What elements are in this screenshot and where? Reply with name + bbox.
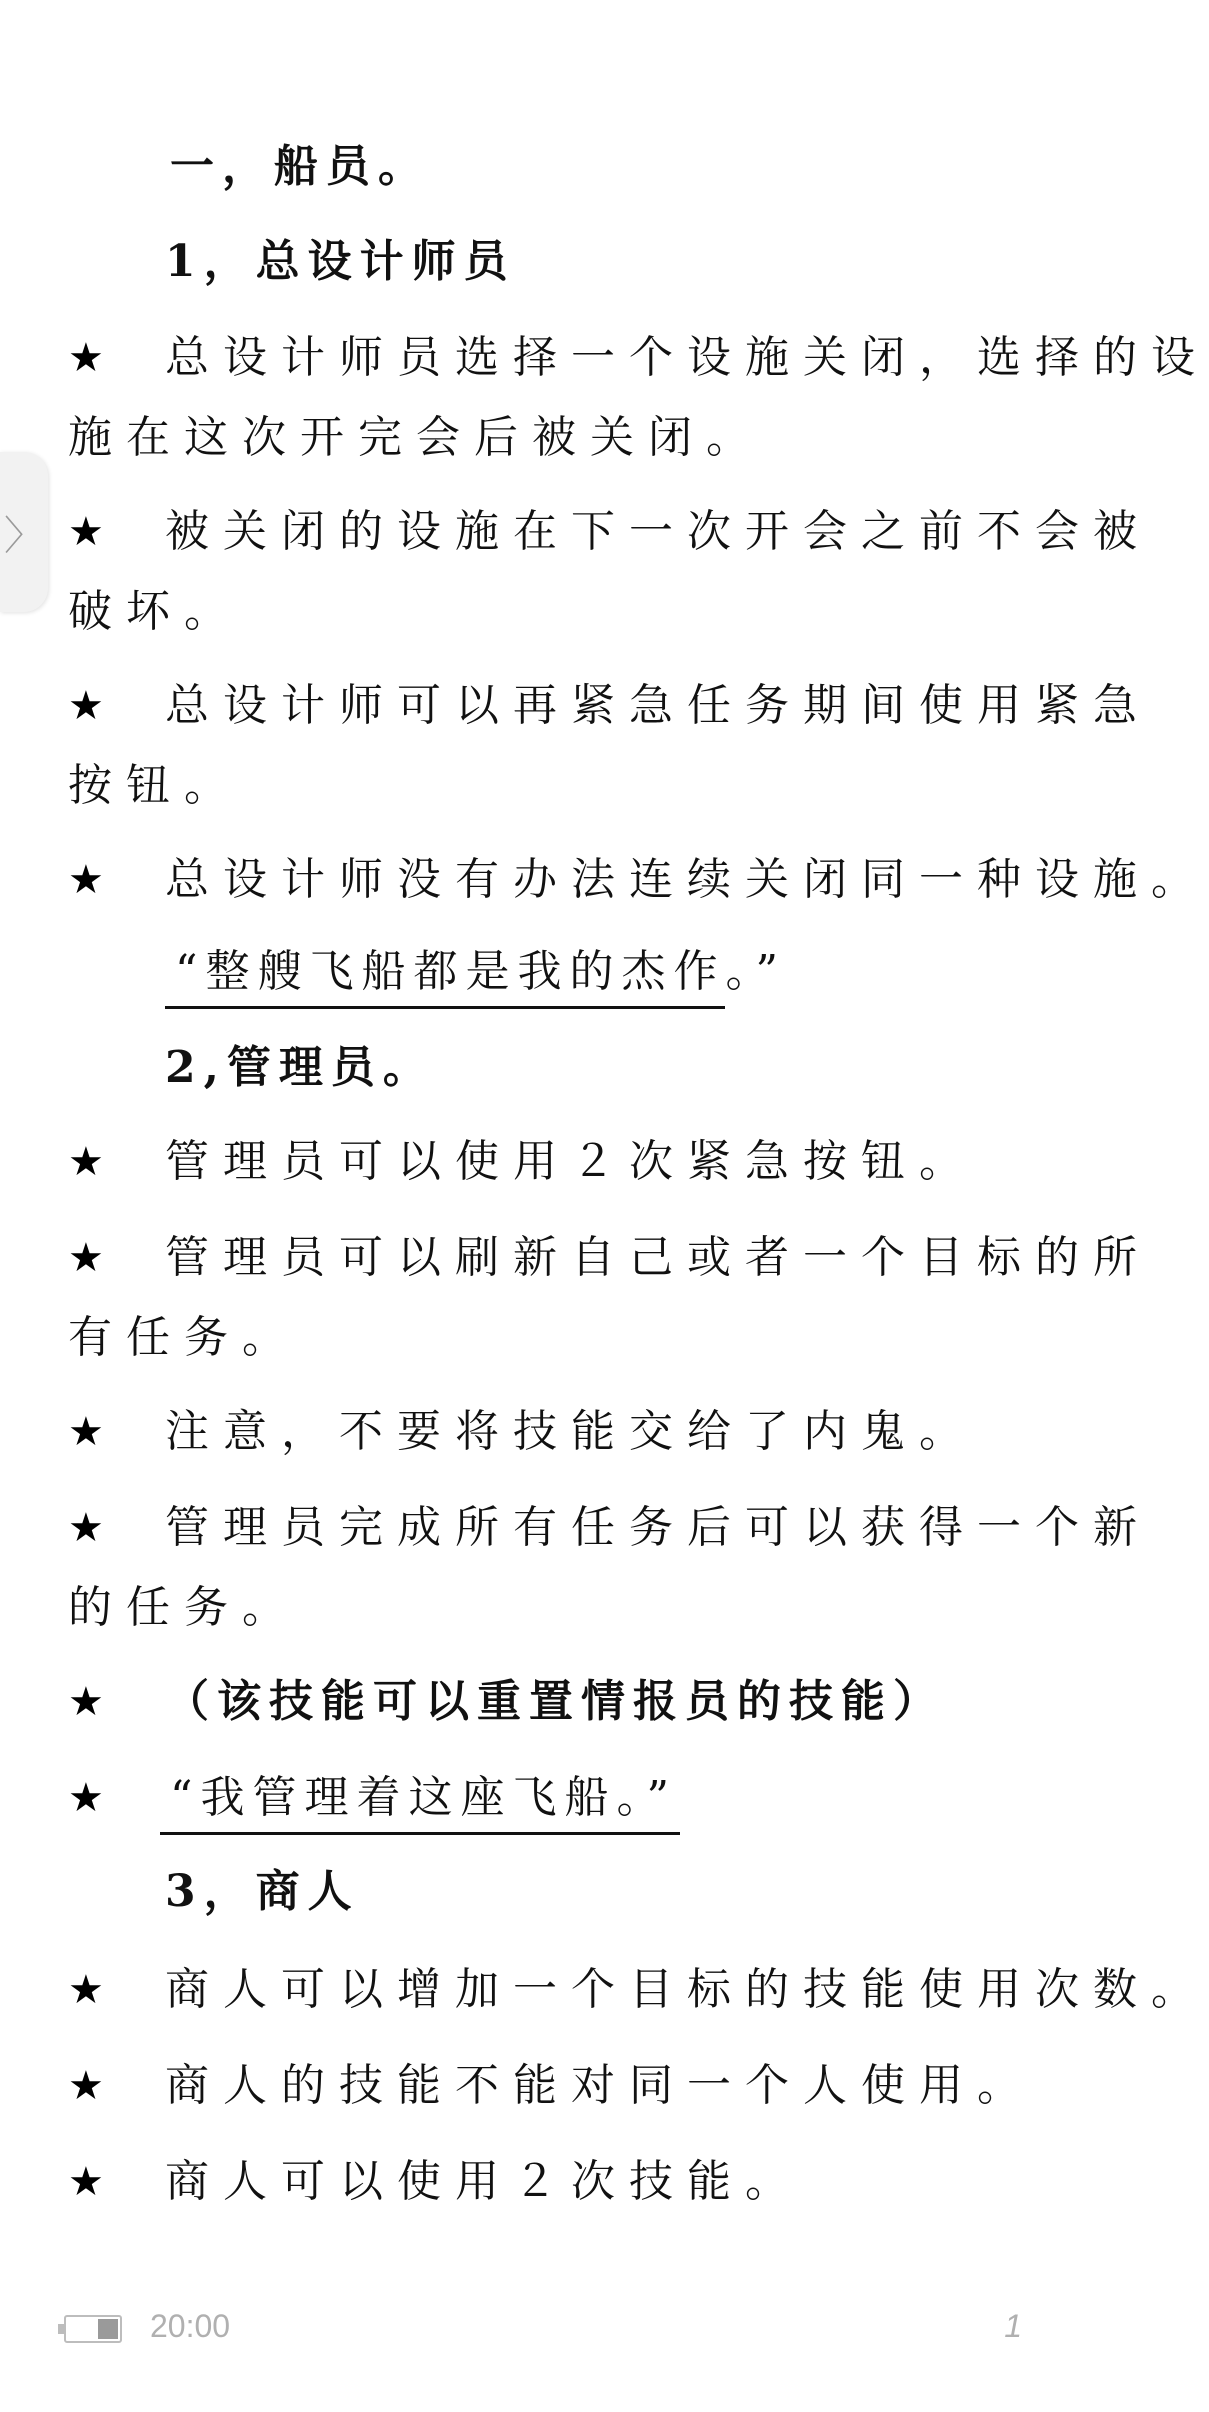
- bullet-star: ★: [68, 509, 104, 555]
- bullet-star: ★: [68, 2063, 104, 2109]
- bullet-star: ★: [68, 857, 104, 903]
- bullet-star: ★: [68, 1139, 104, 1185]
- bullet-star: ★: [68, 1775, 104, 1821]
- item-text-continued: 破坏。: [68, 586, 242, 637]
- role-quote: “我管理着这座飞船。”: [170, 1772, 677, 1823]
- item-text: 商人可以增加一个目标的技能使用次数。: [165, 1964, 1209, 2015]
- bullet-star: ★: [68, 1505, 104, 1551]
- chevron-right-icon: 〉: [4, 512, 44, 559]
- role-note: （该技能可以重置情报员的技能）: [165, 1676, 945, 1727]
- role-quote: “整艘飞船都是我的杰作。”: [175, 946, 786, 997]
- item-text: 商人的技能不能对同一个人使用。: [165, 2060, 1035, 2111]
- bullet-star: ★: [68, 2159, 104, 2205]
- item-text: 总设计师员选择一个设施关闭，选择的设: [165, 332, 1209, 383]
- item-text: 管理员可以使用２次紧急按钮。: [165, 1136, 977, 1187]
- quote-underline: [160, 1832, 680, 1835]
- section-title: 一，船员。: [170, 141, 430, 192]
- item-text: 总设计师可以再紧急任务期间使用紧急: [165, 680, 1151, 731]
- bullet-star: ★: [68, 683, 104, 729]
- item-text: 管理员完成所有任务后可以获得一个新: [165, 1502, 1151, 1553]
- item-text: 注意，不要将技能交给了内鬼。: [165, 1406, 977, 1457]
- bullet-star: ★: [68, 1679, 104, 1725]
- item-text: 被关闭的设施在下一次开会之前不会被: [165, 506, 1151, 557]
- reader-status-bar: [0, 2300, 1080, 2360]
- role-heading-1: 1，总设计师员: [165, 236, 516, 287]
- battery-cap: [58, 2324, 64, 2334]
- role-heading-3: 3，商人: [165, 1866, 360, 1917]
- page-number: 1: [1004, 2308, 1022, 2344]
- item-text-continued: 施在这次开完会后被关闭。: [68, 412, 764, 463]
- item-text: 管理员可以刷新自己或者一个目标的所: [165, 1232, 1151, 1283]
- battery-level: [98, 2319, 118, 2339]
- role-heading-2: 2,管理员。: [165, 1042, 435, 1093]
- item-text-continued: 按钮。: [68, 760, 242, 811]
- bullet-star: ★: [68, 1235, 104, 1281]
- item-text: 总设计师没有办法连续关闭同一种设施。: [165, 854, 1209, 905]
- bullet-star: ★: [68, 335, 104, 381]
- item-text-continued: 的任务。: [68, 1582, 300, 1633]
- item-text: 商人可以使用２次技能。: [165, 2156, 803, 2207]
- quote-underline: [165, 1006, 725, 1009]
- bullet-star: ★: [68, 1967, 104, 2013]
- side-menu-tab[interactable]: [0, 452, 48, 612]
- battery-icon: [64, 2315, 122, 2343]
- item-text-continued: 有任务。: [68, 1312, 300, 1363]
- bullet-star: ★: [68, 1409, 104, 1455]
- clock: 20:00: [150, 2308, 231, 2344]
